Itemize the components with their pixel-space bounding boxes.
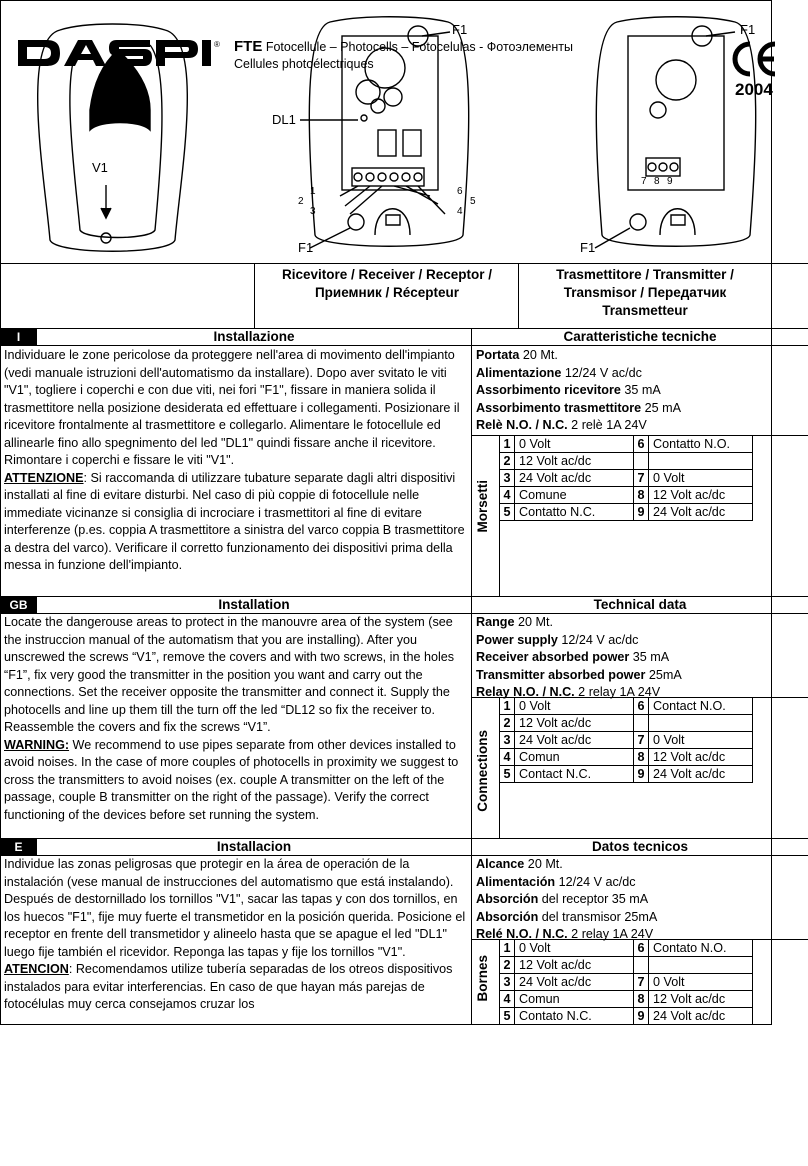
spec-list-gb <box>476 614 682 702</box>
spec-item: Range 20 Mt. <box>476 615 553 629</box>
warning-text-it: : Si raccomanda di utilizzare tubature separate dagli altri dispositivi installati al fine di evitare disturbi. Nel caso di più coppie di fotocellule nelle immediate vicinanze si consiglia di incrociare i trasmettitori al fine di evitare interferenze (p.es. coppia A trasmettitore a sinistra del varco coppia B trasmettitore a destra del varco). Verificare il corretto funzionamento dei dispositivi prima della messa in funzione dell'impianto. <box>4 470 465 572</box>
transmitter-caption: Trasmettitore / Transmitter / Transmisor / Передатчик Transmetteur <box>556 267 734 318</box>
trademark-symbol: ® <box>214 40 220 49</box>
spec-item: Absorción del transmisor 25mA <box>476 909 658 924</box>
terminal-label: 7 <box>641 176 647 187</box>
table-row: 3 24 Volt ac/dc 7 0 Volt <box>500 974 753 991</box>
terminal-label: 9 <box>667 176 673 187</box>
table-row: 5 Contato N.C. 9 24 Volt ac/dc <box>500 1008 753 1025</box>
terminal-table-es <box>499 939 753 1025</box>
lang-badge-gb: GB <box>0 597 37 613</box>
spec-item: Receiver absorbed power 35 mA <box>476 650 670 664</box>
terminal-label: 5 <box>470 196 476 207</box>
spec-item: Power supply 12/24 V ac/dc <box>476 632 639 647</box>
label-v1: V1 <box>92 160 108 175</box>
spec-item: Relé N.O. / N.C. 2 relay 1A 24V <box>476 927 654 941</box>
spec-item: Assorbimento trasmettitore 25 mA <box>476 400 682 415</box>
spec-item: Assorbimento ricevitore 35 mA <box>476 383 661 397</box>
table-row: 3 24 Volt ac/dc 7 0 Volt <box>500 732 753 749</box>
product-code: FTE <box>234 38 263 55</box>
section-bar-it <box>0 329 471 346</box>
warning-label-es: ATENCION <box>4 962 69 976</box>
spec-item: Transmitter absorbed power 25mA <box>476 667 682 682</box>
section-title-es: Installacion <box>216 839 292 854</box>
terminal-label: 4 <box>457 206 463 217</box>
section-bar-gb <box>0 597 471 614</box>
warning-text-gb: We recommend to use pipes separate from other devices installed to avoid noises. In the case of more couples of photocells in proximity we suggest to cross the transmitters to avoid noises (ex. couple A transmitter on the left of the passage, couple B transmitter on the right of the passage). Verify the correct functioning of the devices before set running the system. <box>4 737 459 822</box>
terminal-label: 2 <box>298 196 304 207</box>
terminal-label-it: Morsetti <box>475 480 490 533</box>
lang-badge-it: I <box>0 329 37 345</box>
table-row: 1 0 Volt 6 Contact N.O. <box>500 698 753 715</box>
spec-title-es: Datos tecnicos <box>472 839 772 856</box>
spec-title-it: Caratteristiche tecniche <box>472 329 772 346</box>
terminal-table-gb <box>499 697 753 783</box>
warning-label-gb: WARNING: <box>4 737 70 752</box>
table-row: 4 Comune 8 12 Volt ac/dc <box>500 487 753 504</box>
spec-item: Alimentazione 12/24 V ac/dc <box>476 365 642 380</box>
table-row: 2 12 Volt ac/dc <box>500 957 753 974</box>
spec-item: Relay N.O. / N.C. 2 relay 1A 24V <box>476 685 661 699</box>
table-row: 2 12 Volt ac/dc <box>500 453 753 470</box>
install-text-gb <box>4 614 468 824</box>
warning-text-es: : Recomendamos utilize tubería separadas de los otreos dispositivos instalados para evitar interferencias. En caso de que hayan más parejas de fotocélulas muy cerca consejamos cruzar los <box>4 962 453 1011</box>
spec-item: Relè N.O. / N.C. 2 relè 1A 24V <box>476 418 647 432</box>
label-f1-receiver-top: F1 <box>452 22 468 37</box>
terminal-label-gb: Connections <box>475 730 490 812</box>
terminal-label-es: Bornes <box>475 955 490 1002</box>
spec-item: Alimentación 12/24 V ac/dc <box>476 874 636 889</box>
terminal-label: 3 <box>310 206 316 217</box>
section-title-it: Installazione <box>213 329 295 344</box>
install-text-it <box>4 347 468 575</box>
table-row: 5 Contatto N.C. 9 24 Volt ac/dc <box>500 504 753 521</box>
section-title-gb: Installation <box>218 597 290 612</box>
terminal-label: 1 <box>310 186 316 197</box>
table-row: 3 24 Volt ac/dc 7 0 Volt <box>500 470 753 487</box>
section-bar-es <box>0 839 471 856</box>
terminal-table-it <box>499 435 753 521</box>
spec-item: Portata 20 Mt. <box>476 348 558 362</box>
install-body-gb: Locate the dangerouse areas to protect in the manouvre area of the system (see the instruccion manual of the automatism that you are installing). After you unscrewed the screws “V1”, remove the covers and with two screws, in the holes “F1”, fix very good the transmitter in the position you want and carry out the connections. Set the receiver opposite the transmitter and connect it. Supply the photocells and line up them till the turn off the led “DL12 so fix the receiver to. Reassemble the covers and fix the screws “V1”. <box>4 615 455 734</box>
lang-badge-es: E <box>0 839 37 855</box>
label-f1-transmitter-top: F1 <box>740 22 756 37</box>
table-row: 2 12 Volt ac/dc <box>500 715 753 732</box>
label-f1-transmitter-bottom: F1 <box>580 240 596 255</box>
year: 2004 <box>735 80 773 99</box>
spec-item: Absorción del receptor 35 mA <box>476 892 649 906</box>
receiver-caption: Ricevitore / Receiver / Receptor / Приемник / Récepteur <box>281 267 493 300</box>
table-row: 5 Contact N.C. 9 24 Volt ac/dc <box>500 766 753 783</box>
label-f1-receiver-bottom: F1 <box>298 240 314 255</box>
terminal-label: 8 <box>654 176 660 187</box>
install-body-es: Individue las zonas peligrosas que protegir en la área de operación de la instalación (vese manual de instrucciones del automatismo que está instalando). Después de destornillado los tornillos "V1", sacar las tapas y con dos tornillos, en los huecos "F1", fije muy fuerte el transmetidor en la posición querida. Posicione el receptor en frente dell transmetidor y alineelo hasta que se apague el led "DL1" luego fije también el ricevidor. Reponga las tapas y fije los tornillos "V1". <box>4 857 466 959</box>
product-diagram <box>0 0 770 262</box>
install-text-es <box>4 856 468 1014</box>
table-row: 1 0 Volt 6 Contatto N.O. <box>500 436 753 453</box>
terminal-label: 6 <box>457 186 463 197</box>
table-row: 1 0 Volt 6 Contato N.O. <box>500 940 753 957</box>
product-names: Fotocellule – Photocells – Fotocelulas - Фотоэлементы <box>265 40 573 54</box>
spec-list-es <box>476 856 657 944</box>
spec-list-it <box>476 347 681 435</box>
install-body-it: Individuare le zone pericolose da proteggere nell'area di movimento dell'impianto (vedi manuale istruzioni dell'automatismo da installare). Dopo aver svitato le viti "V1", togliere i coperchi e con due viti, nei fori "F1", fissare in maniera solida il trasmettitore nella posizione desiderata ed effettuare i collegamenti. Posizionare il ricevitore frontalmente al trasmettitore e collegarlo. Alimentare le fotocellule ed allinearle fino allo spegnimento del led "DL1" quindi fissare anche il ricevitore. Rimontare i coperchi e fissare le viti "V1". <box>4 348 460 467</box>
spec-item: Alcance 20 Mt. <box>476 857 563 871</box>
table-row: 4 Comun 8 12 Volt ac/dc <box>500 749 753 766</box>
product-names-fr: Cellules photoélectriques <box>234 57 374 71</box>
table-row: 4 Comun 8 12 Volt ac/dc <box>500 991 753 1008</box>
label-dl1: DL1 <box>272 112 296 127</box>
warning-label-it: ATTENZIONE <box>4 470 84 485</box>
spec-title-gb: Technical data <box>472 597 772 614</box>
